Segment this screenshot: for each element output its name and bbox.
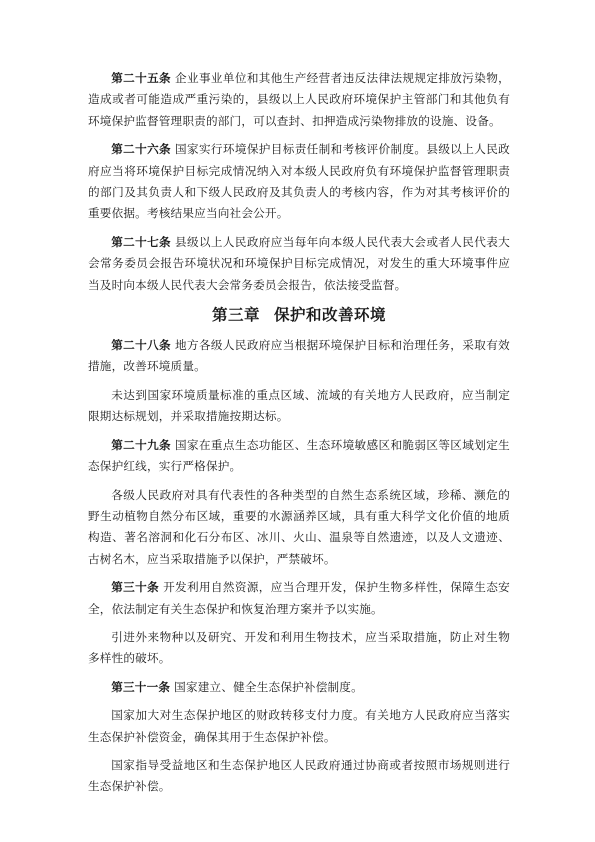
chapter-heading	[88, 303, 510, 327]
article-number: 第二十八条	[111, 338, 172, 353]
clause-paragraph	[88, 485, 510, 571]
document-body	[88, 68, 510, 805]
article-paragraph	[88, 139, 510, 225]
article-paragraph	[88, 435, 510, 478]
article-number: 第二十九条	[111, 437, 172, 452]
clause-text: 引进外来物种以及研究、开发和利用生物技术，应当采取措施，防止对生物多样性的破坏。	[88, 629, 510, 666]
article-number: 第二十五条	[111, 71, 172, 85]
article-text: 国家实行环境保护目标责任制和考核评价制度。县级以上人民政府应当将环境保护目标完成情况纳入对本级人民政府负有环境保护监督管理职责的部门及其负责人和下级人民政府及其负责人的考核内容，作为对其考核评价的重要依据。考核结果应当向社会公开。	[88, 142, 510, 221]
chapter-number: 第三章	[211, 305, 260, 325]
article-paragraph	[88, 335, 510, 378]
clause-paragraph	[88, 755, 510, 798]
article-text: 地方各级人民政府应当根据环境保护目标和治理任务，采取有效措施，改善环境质量。	[88, 338, 510, 374]
clause-text: 未达到国家环境质量标准的重点区域、流域的有关地方人民政府，应当制定限期达标规划，并采取措施按期达标。	[88, 387, 510, 424]
article-paragraph	[88, 677, 510, 698]
article-number: 第二十七条	[111, 234, 172, 249]
article-paragraph	[88, 68, 510, 132]
clause-paragraph	[88, 385, 510, 428]
clause-paragraph	[88, 705, 510, 748]
article-text: 国家建立、健全生态保护补偿制度。	[174, 679, 363, 694]
article-text: 县级以上人民政府应当每年向本级人民代表大会或者人民代表大会常务委员会报告环境状况和环境保护目标完成情况，对发生的重大环境事件应当及时向本级人民代表大会常务委员会报告，依法接受监督。	[88, 234, 510, 292]
article-text: 开发利用自然资源，应当合理开发，保护生物多样性，保障生态安全，依法制定有关生态保护和恢复治理方案并予以实施。	[88, 580, 510, 616]
article-paragraph	[88, 577, 510, 620]
clause-paragraph	[88, 627, 510, 670]
clause-text: 国家指导受益地区和生态保护地区人民政府通过协商或者按照市场规则进行生态保护补偿。	[88, 757, 510, 794]
article-paragraph	[88, 232, 510, 296]
article-number: 第三十条	[111, 580, 160, 595]
chapter-title: 保护和改善环境	[274, 305, 387, 325]
clause-text: 各级人民政府对具有代表性的各种类型的自然生态系统区域，珍稀、濒危的野生动植物自然分布区域，重要的水源涵养区域，具有重大科学文化价值的地质构造、著名溶洞和化石分布区、冰川、火山、温泉等自然遗迹，以及人文遗迹、古树名木，应当采取措施予以保护，严禁破坏。	[88, 487, 510, 566]
clause-text: 国家加大对生态保护地区的财政转移支付力度。有关地方人民政府应当落实生态保护补偿资金，确保其用于生态保护补偿。	[88, 708, 510, 744]
article-text: 国家在重点生态功能区、生态环境敏感区和脆弱区等区域划定生态保护红线，实行严格保护。	[88, 437, 510, 474]
article-number: 第三十一条	[111, 679, 171, 694]
article-number: 第二十六条	[111, 142, 172, 157]
article-text: 企业事业单位和其他生产经营者违反法律法规规定排放污染物，造成或者可能造成严重污染的，县级以上人民政府环境保护主管部门和其他负有环境保护监督管理职责的部门，可以查封、扣押造成污染物排放的设施、设备。	[88, 71, 510, 128]
